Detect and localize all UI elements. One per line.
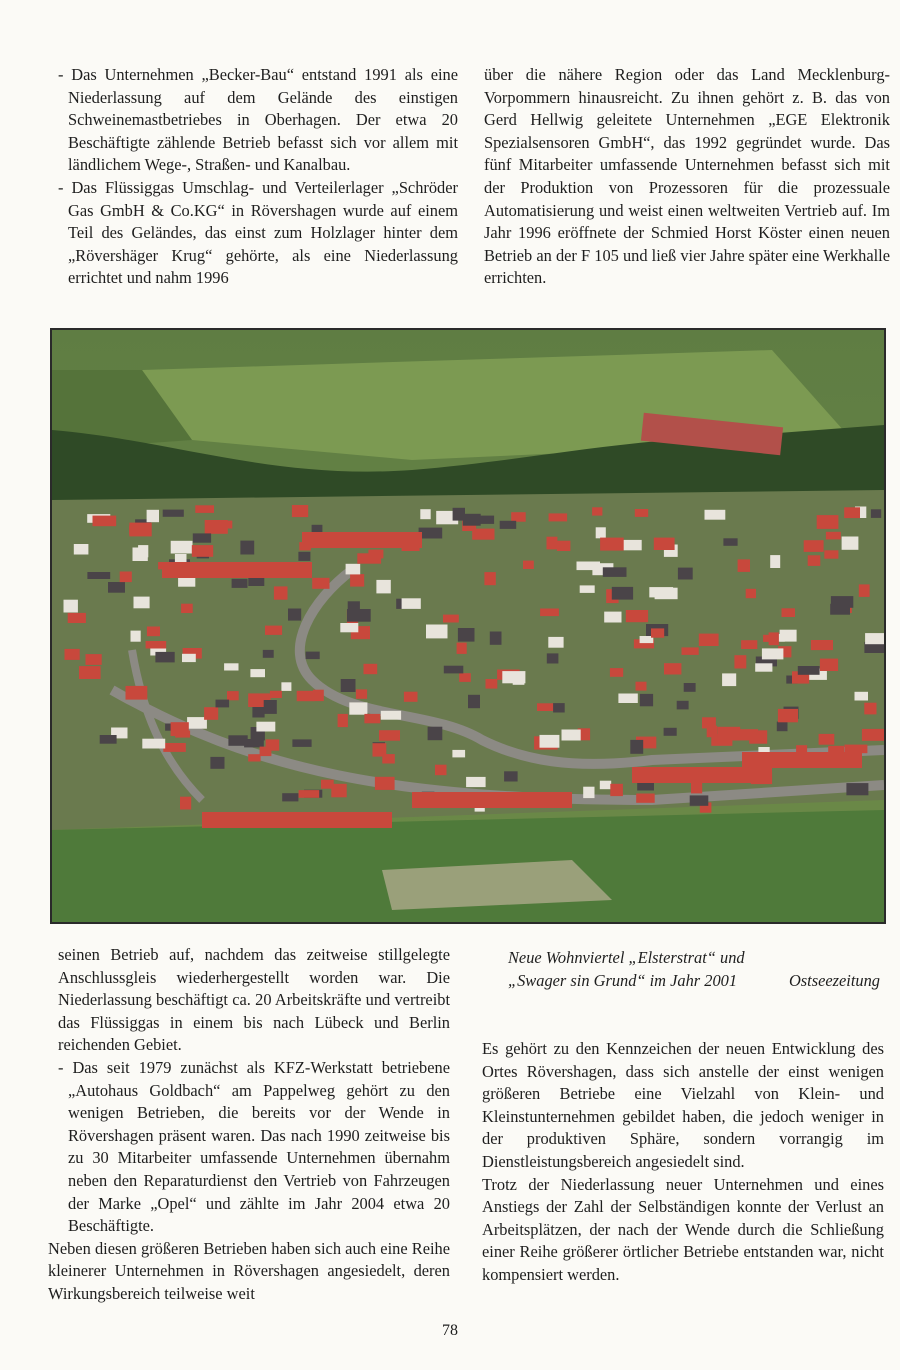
house-roof (178, 578, 195, 587)
house-roof (346, 564, 361, 575)
house-roof (79, 666, 101, 679)
house-roof (468, 695, 480, 708)
house-roof (817, 515, 839, 529)
house-roof (224, 663, 238, 670)
house-roof (453, 508, 465, 521)
house-roof (180, 797, 191, 810)
house-roof (826, 532, 841, 540)
house-roof (523, 561, 534, 569)
house-roof (195, 505, 214, 513)
house-roof (630, 740, 643, 754)
house-roof (131, 631, 141, 642)
house-roof (349, 702, 367, 714)
house-roof (192, 545, 213, 557)
house-roof (830, 604, 850, 615)
caption-line-1: Neue Wohnviertel „Elsterstrat“ und (508, 948, 745, 967)
house-roof (435, 765, 447, 776)
house-roof (782, 608, 796, 617)
house-roof (240, 541, 254, 555)
house-roof (636, 794, 655, 803)
house-roof (87, 572, 110, 579)
text-column-left-top (58, 64, 458, 290)
house-roof (562, 730, 581, 741)
house-roof (375, 777, 395, 790)
house-roof (547, 653, 559, 663)
house-roof (755, 663, 772, 671)
house-roof (618, 694, 637, 704)
house-roof (596, 527, 606, 538)
house-roof (216, 700, 230, 708)
house-roof (155, 652, 174, 663)
photo-caption (508, 946, 888, 992)
house-roof (250, 669, 265, 677)
house-roof (651, 628, 664, 637)
house-roof (548, 637, 563, 648)
house-roof (610, 668, 623, 677)
house-roof (762, 648, 784, 659)
house-roof (347, 609, 371, 622)
house-roof (804, 540, 824, 552)
paragraph-becker-bau: - Das Unternehmen „Becker-Bau“ entstand 1991 als eine Niederlassung auf dem Gelände des einstigen Schweinemastbetriebes in Oberhagen. Der etwa 20 Beschäftigte zählende Betrieb befasst sich vor allem mit ländlichem Wege-, Straßen- und Kanalbau. (58, 65, 458, 175)
house-roof (306, 652, 320, 660)
house-roof (855, 692, 869, 701)
house-roof (228, 735, 247, 746)
house-roof (147, 627, 160, 637)
house-roof (600, 538, 624, 551)
house-roof (126, 686, 148, 700)
house-roof (260, 747, 272, 757)
caption-line-2: „Swager sin Grund“ im Jahr 2001 (508, 971, 738, 990)
house-roof (270, 691, 282, 698)
house-roof (282, 793, 298, 801)
house-roof (490, 632, 502, 645)
house-roof (264, 700, 277, 714)
house-roof (297, 691, 315, 701)
photo-credit: Ostseezeitung (788, 971, 880, 990)
text-column-right-top (484, 64, 890, 290)
house-roof (340, 623, 358, 632)
house-roof (504, 771, 517, 781)
house-roof (705, 510, 726, 520)
text-column-left-bottom (48, 944, 450, 1306)
house-roof (842, 537, 859, 550)
house-roof (741, 640, 757, 649)
house-roof (443, 615, 459, 623)
house-roof (232, 579, 248, 588)
house-roof (341, 679, 356, 692)
house-roof (142, 739, 165, 749)
house-roof (120, 572, 132, 583)
house-roof (463, 514, 481, 526)
house-roof (364, 664, 378, 674)
house-roof (263, 650, 274, 658)
aerial-photo-residential-area-icon (52, 330, 884, 922)
house-roof (819, 734, 835, 745)
house-roof (637, 783, 654, 791)
house-roof (537, 703, 554, 711)
house-roof (500, 521, 517, 529)
house-roof (428, 727, 443, 741)
house-roof (626, 610, 648, 622)
house-roof (146, 641, 167, 649)
house-roof (844, 507, 860, 518)
house-roof (690, 795, 709, 805)
house-roof (734, 655, 746, 668)
house-roof (466, 777, 486, 787)
paragraph-smaller-companies: Neben diesen größeren Betrieben haben sich auch eine Reihe kleinerer Unternehmen in Rövershagen angesiedelt, deren Wirkungsbereich teilweise weit (48, 1238, 450, 1303)
house-roof (458, 628, 475, 642)
house-roof (64, 600, 78, 613)
house-roof (808, 555, 821, 566)
house-roof (540, 609, 559, 617)
house-roof (288, 609, 301, 621)
house-roof (777, 722, 788, 732)
house-roof (163, 743, 186, 752)
house-roof (210, 521, 232, 529)
house-roof (604, 612, 621, 623)
house-roof (420, 509, 430, 519)
house-roof (846, 783, 868, 795)
house-roof (147, 510, 159, 522)
house-roof (502, 671, 525, 683)
house-roof (722, 673, 736, 686)
house-roof (635, 509, 648, 517)
paragraph-ege-elektronik: über die nähere Region oder das Land Mecklenburg-Vorpommern hinausreicht. Zu ihnen gehört z. B. das von Gerd Hellwig geleitete Unternehmen „EGE Elektronik Spezialsensoren GmbH“, das 1992 gegründet wurde. Das fünf Mitarbeiter umfassende Unternehmen befasst sich mit der Produktion von Prozessoren für die prozessuale Automatisierung und weist einen weltweiten Vertrieb auf. Im Jahr 1996 eröffnete der Schmied Horst Köster einen neuen Betrieb an der F 105 und ließ vier Jahre später eine Werkhalle errichten. (484, 65, 890, 288)
house-roof (227, 691, 239, 700)
house-roof (770, 555, 780, 568)
house-roof (862, 729, 884, 741)
house-roof (580, 585, 595, 593)
house-roof (592, 507, 602, 515)
house-roof (265, 626, 282, 635)
paragraph-schroeder-continued: seinen Betrieb auf, nachdem das zeitweise stillgelegte Anschlussgleis wiederhergestellt worden war. Die Niederlassung beschäftigt ca. 20 Arbeitskräfte und vertreibt das Flüssiggas in einem bis nach Lübeck und Berlin reichenden Gebiet. (58, 945, 450, 1055)
house-roof (281, 682, 291, 691)
house-roof (549, 513, 568, 521)
house-roof (74, 544, 89, 555)
house-roof (364, 714, 380, 723)
house-roof (129, 523, 151, 537)
house-roof (649, 587, 673, 597)
house-roof (248, 754, 260, 761)
house-roof (419, 528, 443, 539)
paragraph-job-loss: Trotz der Niederlassung neuer Unternehmen und eines Anstiegs der Zahl der Selbständigen konnte der Verlust an Arbeitsplätzen, der nach der Wende durch die Schließung einer Reihe größerer örtlicher Betriebe entstanden war, nicht kompensiert werden. (482, 1174, 884, 1284)
house-roof (312, 578, 329, 589)
house-roof (682, 647, 699, 655)
row-house-roof (632, 767, 772, 783)
house-roof (182, 654, 196, 662)
house-roof (484, 572, 495, 585)
house-roof (356, 689, 367, 698)
house-roof (298, 552, 310, 561)
house-roof (738, 559, 750, 572)
house-roof (654, 538, 675, 550)
house-roof (100, 735, 117, 744)
house-roof (678, 568, 693, 580)
house-roof (175, 731, 190, 738)
paragraph-autohaus-goldbach: - Das seit 1979 zunächst als KFZ-Werkstatt betriebene „Autohaus Goldbach“ am Pappelweg gehört zu den wenigen Betrieben, die bereits vor der Wende in Rövershagen präsent waren. Das nach 1990 zeitweise bis zu 30 Mitarbeiter umfassende Unternehmen übernahm neben den Reparaturdienst den Vertrieb von Fahrzeugen der Marke „Opel“ und zählte im Jahr 2004 etwa 20 Beschäftigte. (58, 1057, 450, 1236)
house-roof (600, 781, 611, 790)
house-roof (376, 580, 390, 594)
house-roof (402, 598, 421, 609)
house-roof (739, 729, 759, 740)
row-house-roof (742, 752, 862, 768)
house-roof (610, 784, 623, 796)
house-roof (746, 589, 756, 598)
house-roof (313, 690, 324, 701)
house-roof (540, 735, 560, 748)
house-roof (457, 643, 467, 654)
house-roof (444, 666, 464, 674)
house-roof (331, 784, 346, 798)
house-roof (68, 613, 86, 623)
house-roof (65, 649, 80, 660)
house-roof (193, 533, 211, 542)
house-roof (426, 625, 448, 639)
house-roof (553, 703, 565, 712)
house-roof (811, 640, 833, 650)
page-number: 78 (442, 1322, 458, 1339)
house-roof (459, 673, 471, 682)
house-roof (252, 707, 264, 718)
house-roof (677, 701, 689, 710)
house-roof (86, 654, 102, 665)
house-roof (204, 707, 218, 720)
house-roof (621, 540, 641, 550)
house-roof (404, 692, 418, 702)
house-roof (299, 790, 320, 798)
house-roof (557, 541, 571, 551)
house-roof (636, 682, 647, 691)
house-roof (603, 567, 627, 577)
row-house-roof (202, 812, 392, 828)
house-roof (699, 634, 719, 646)
house-roof (292, 739, 311, 747)
house-roof (583, 787, 594, 798)
house-roof (798, 666, 820, 675)
house-roof (511, 512, 526, 522)
house-roof (350, 574, 364, 587)
house-roof (379, 730, 400, 741)
house-roof (486, 679, 498, 689)
paragraph-development: Es gehört zu den Kennzeichen der neuen Entwicklung des Ortes Rövershagen, dass sich anstelle der einst wenigen größeren Betriebe eine Vielzahl von Klein- und Kleinstunternehmen gebildet haben, die jedoch weniger in der produktiven Sphäre, sondern vorrangig im Dienstleistungsbereich angesiedelt sind. (482, 1039, 884, 1171)
house-roof (187, 717, 207, 729)
house-roof (274, 586, 288, 599)
house-roof (256, 722, 275, 732)
house-roof (357, 553, 381, 563)
house-roof (373, 743, 387, 756)
house-roof (664, 663, 681, 674)
house-roof (612, 587, 633, 600)
house-roof (181, 604, 193, 613)
house-roof (664, 728, 677, 736)
house-roof (138, 545, 148, 557)
house-roof (292, 505, 308, 517)
row-house-roof (302, 532, 422, 548)
house-roof (864, 703, 876, 715)
house-roof (684, 683, 696, 692)
house-roof (547, 537, 558, 550)
text-column-right-bottom (482, 1038, 884, 1287)
house-roof (865, 633, 884, 644)
paragraph-schroeder-gas: - Das Flüssiggas Umschlag- und Verteilerlager „Schröder Gas GmbH & Co.KG“ in Rövershagen wurde auf einem Teil des Geländes, das einst zum Holzlager hinter dem „Rövershäger Krug“ gehörte, als eine Niederlassung errichtet und nahm 1996 (58, 177, 458, 288)
row-house-roof (412, 792, 572, 808)
aerial-photo (50, 328, 886, 924)
house-roof (577, 562, 601, 571)
house-roof (381, 711, 401, 720)
house-roof (717, 727, 740, 741)
row-house-roof (162, 562, 312, 578)
house-roof (820, 659, 838, 671)
house-roof (452, 750, 465, 758)
house-roof (338, 714, 348, 727)
house-roof (93, 516, 117, 527)
house-roof (171, 541, 193, 554)
house-roof (163, 510, 184, 517)
house-roof (844, 745, 867, 754)
house-roof (778, 709, 798, 722)
house-roof (108, 582, 125, 593)
house-roof (640, 694, 653, 706)
house-roof (707, 726, 718, 738)
house-roof (859, 584, 870, 597)
house-roof (723, 538, 737, 546)
house-roof (763, 635, 778, 642)
house-roof (134, 597, 150, 609)
house-roof (824, 550, 838, 558)
house-roof (479, 516, 494, 524)
house-roof (871, 509, 881, 518)
house-roof (210, 757, 224, 769)
